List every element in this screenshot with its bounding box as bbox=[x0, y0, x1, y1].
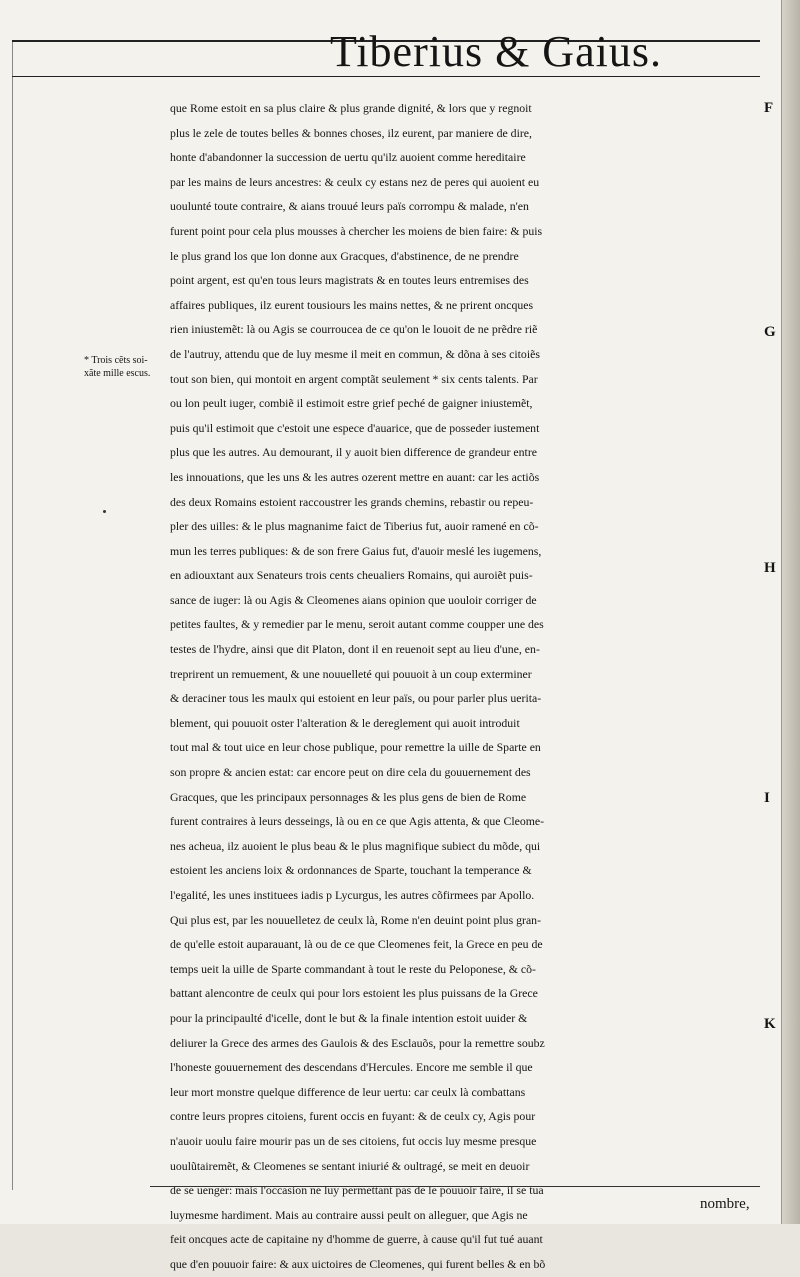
bottom-rule bbox=[150, 1186, 760, 1187]
text-line: plus que les autres. Au demourant, il y auoit bien difference de grandeur entre bbox=[170, 445, 537, 460]
text-line: pour la principaulté d'icelle, dont le but & la finale intention estoit uuider & bbox=[170, 1010, 528, 1025]
text-line: des deux Romains estoient raccoustrer les grands chemins, rebastir ou repeu- bbox=[170, 494, 534, 509]
text-line: puis qu'il estimoit que c'estoit une espece d'auarice, que de posseder iustement bbox=[170, 420, 540, 435]
running-head: Tiberius & Gaius. bbox=[330, 27, 662, 76]
text-line: temps ueit la uille de Sparte commandant à tout le reste du Peloponese, & cõ- bbox=[170, 961, 536, 976]
text-line: l'egalité, les unes instituees iadis p Lycurgus, les autres cõfirmees par Apollo. bbox=[170, 888, 535, 902]
page-edge bbox=[781, 0, 800, 1224]
body-text bbox=[170, 96, 760, 1277]
margin-note-line: xãte mille escus. bbox=[84, 368, 151, 379]
text-line: furent point pour cela plus mousses à chercher les moiens de bien faire: & puis bbox=[170, 223, 543, 238]
text-line: honte d'abandonner la succession de uertu qu'ilz auoient comme hereditaire bbox=[170, 150, 526, 165]
text-line: de l'autruy, attendu que de luy mesme il meit en commun, & dõna à ses citoiẽs bbox=[170, 346, 540, 361]
text-line: feit oncques acte de capitaine ny d'homme de guerre, à cause qu'il fut tué auant bbox=[170, 1232, 543, 1247]
text-line: battant alencontre de ceulx qui pour lors estoient les plus puissans de la Grece bbox=[170, 986, 538, 1001]
text-line: petites faultes, & y remedier par le menu, seroit autant comme coupper une des bbox=[170, 617, 544, 632]
margin-dot bbox=[103, 510, 106, 513]
text-line: ou lon peult iuger, combiẽ il estimoit estre grief peché de gaigner iniustemẽt, bbox=[170, 396, 533, 411]
text-line: n'auoir uoulu faire mourir pas un de ses citoiens, fut occis luy mesme presque bbox=[170, 1133, 537, 1148]
margin-note bbox=[84, 354, 168, 380]
text-line: de qu'elle estoit auparauant, là ou de ce que Cleomenes feit, la Grece en peu de bbox=[170, 937, 543, 952]
text-line: uoulũtairemẽt, & Cleomenes se sentant iniurié & oultragé, se meit en deuoir bbox=[170, 1158, 530, 1173]
header-rule bbox=[12, 76, 760, 77]
text-line: luymesme hardiment. Mais au contraire aussi peult on alleguer, que Agis ne bbox=[170, 1207, 528, 1222]
text-line: en adiouxtant aux Senateurs trois cents cheualiers Romains, qui auroiẽt puis- bbox=[170, 568, 533, 583]
text-line: tout son bien, qui montoit en argent comptãt seulement * six cents talents. Par bbox=[170, 371, 538, 386]
text-line: estoient les anciens loix & ordonnances de Sparte, touchant la temperance & bbox=[170, 863, 532, 878]
text-line: affaires publiques, ilz eurent tousiours les mains nettes, & ne prirent oncques bbox=[170, 297, 534, 312]
margin-note-line: * Trois cẽts soi- bbox=[84, 355, 148, 366]
section-marker-f: F bbox=[764, 100, 774, 116]
text-line: uoulunté toute contraire, & aians trouué leurs païs corrompu & malade, n'en bbox=[170, 199, 529, 214]
text-line: que d'en pouuoir faire: & aux uictoires de Cleomenes, qui furent belles & en bõ bbox=[170, 1256, 546, 1271]
text-line: testes de l'hydre, ainsi que dit Platon, dont il en reuenoit sept au lieu d'une, en- bbox=[170, 642, 540, 657]
left-border-line bbox=[12, 40, 13, 1190]
text-line: deliurer la Grece des armes des Gaulois & des Esclauõs, pour la remettre soubz bbox=[170, 1035, 545, 1050]
text-line: leur mort monstre quelque difference de leur uertu: car ceulx là combattans bbox=[170, 1084, 526, 1099]
text-line: l'honeste gouuernement des descendans d'Hercules. Encore me semble il que bbox=[170, 1060, 533, 1075]
text-line: contre leurs propres citoiens, furent occis en fuyant: & de ceulx cy, Agis pour bbox=[170, 1109, 536, 1124]
text-line: point argent, est qu'en tous leurs magistrats & en toutes leurs entremises des bbox=[170, 273, 529, 288]
catchword: nombre, bbox=[700, 1196, 750, 1212]
text-line: & deraciner tous les maulx qui estoient en leur païs, ou pour parler plus ueritа- bbox=[170, 691, 542, 706]
text-line: blement, qui pouuoit oster l'alteration & le dereglement qui auoit introduit bbox=[170, 715, 520, 730]
text-line: les innouations, que les uns & les autres ozerent mettre en auant: car les actiõs bbox=[170, 469, 540, 484]
text-line: plus le zele de toutes belles & bonnes choses, ilz eurent, par maniere de dire, bbox=[170, 125, 532, 140]
text-line: son propre & ancien estat: car encore peut on dire cela du gouuernement des bbox=[170, 765, 531, 780]
text-line: le plus grand los que lon donne aux Gracques, d'abstinence, de ne prendre bbox=[170, 248, 519, 263]
text-line: de se uenger: mais l'occasion ne luy permettant pas de le pouuoir faire, il se tua bbox=[170, 1183, 544, 1198]
text-line: furent contraires à leurs desseings, là ou en ce que Agis attenta, & que Cleome- bbox=[170, 814, 545, 829]
text-line: nes acheua, ilz auoient le plus beau & le plus magnifique subiect du mõde, qui bbox=[170, 838, 541, 853]
section-marker-i: I bbox=[764, 790, 770, 806]
text-line: pler des uilles: & le plus magnanime faict de Tiberius fut, auoir ramené en cõ- bbox=[170, 519, 539, 534]
section-marker-g: G bbox=[764, 324, 776, 340]
text-line: par les mains de leurs ancestres: & ceulx cy estans nez de peres qui auoient eu bbox=[170, 174, 540, 189]
text-line: rien iniustemẽt: là ou Agis se courroucea de ce qu'on le louoit de ne prẽdre riẽ bbox=[170, 322, 538, 337]
text-line: que Rome estoit en sa plus claire & plus grande dignité, & lors que y regnoit bbox=[170, 101, 532, 115]
text-line: treprirent un remuement, & une nouuelleté qui pouuoit à un coup exterminer bbox=[170, 666, 532, 681]
section-marker-h: H bbox=[764, 560, 776, 576]
text-line: Gracques, que les principaux personnages & les plus gens de bien de Rome bbox=[170, 789, 527, 804]
section-marker-k: K bbox=[764, 1016, 776, 1032]
text-line: tout mal & tout uice en leur chose publique, pour remettre la uille de Sparte en bbox=[170, 740, 541, 755]
text-line: Qui plus est, par les nouuelletez de ceulx là, Rome n'en deuint point plus gran- bbox=[170, 912, 542, 927]
text-line: sance de iuger: là ou Agis & Cleomenes aians opinion que uouloir corriger de bbox=[170, 592, 537, 607]
text-line: mun les terres publiques: & de son frere Gaius fut, d'auoir meslé les iugemens, bbox=[170, 543, 542, 558]
